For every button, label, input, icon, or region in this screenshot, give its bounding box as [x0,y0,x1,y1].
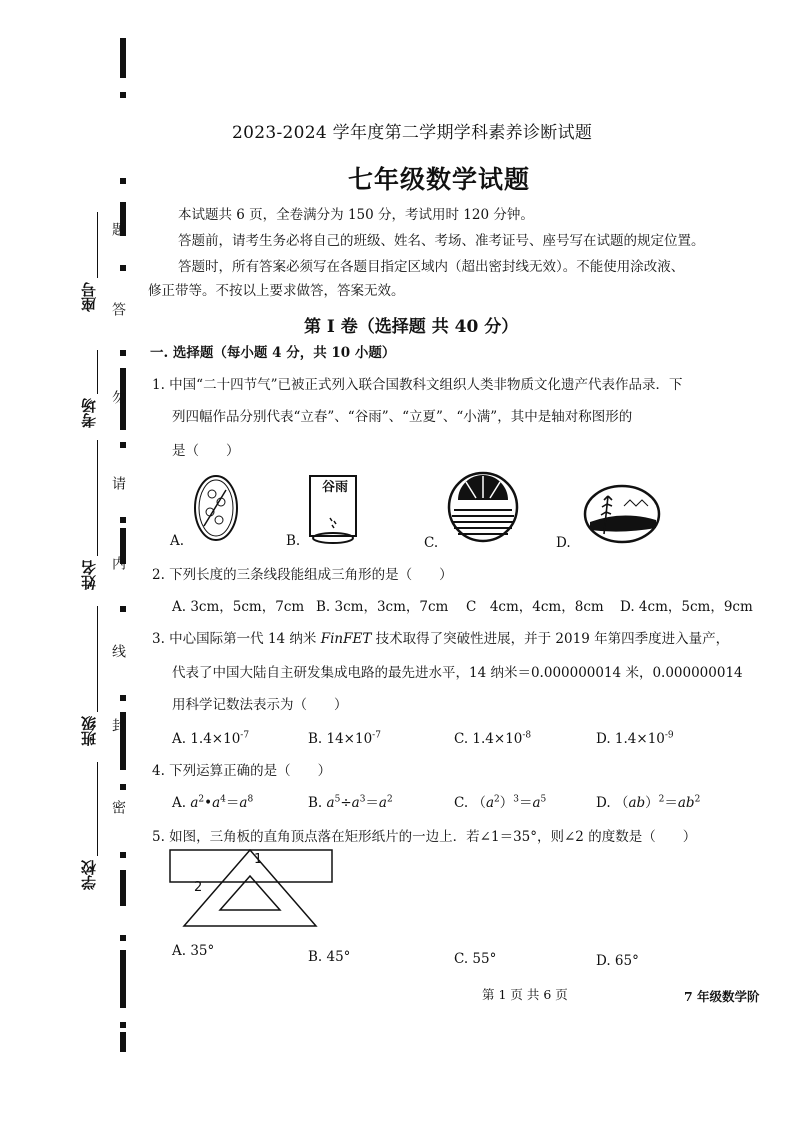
q5-stem: 5. 如图，三角板的直角顶点落在矩形纸片的一边上．若∠1＝35°，则∠2 的度数是（ ） [152,829,697,845]
margin-square [120,265,126,271]
q3-a-exp: -7 [240,730,250,741]
q5-option-c: C. 55° [454,951,497,967]
q3-term: FinFET [320,631,372,647]
q4-option-c: C. $(a^2)^3=a^5$ [454,794,547,811]
q3-stem: 代表了中国大陆自主研发集成电路的最先进水平，14 纳米＝0.000000014 米，0.000000014 [172,665,743,681]
q5-option-d: D. 65° [596,953,639,969]
q2-option-a: A. 3cm，5cm，7cm [172,599,305,615]
margin-bar [120,38,126,78]
footer-course: 7 年级数学阶 [684,989,760,1004]
school-field[interactable] [97,762,98,856]
exam-room-field[interactable] [97,350,98,394]
q3-d-base: D. 1.4×10 [596,731,665,747]
q1-stem: 1. 中国“二十四节气”已被正式列入联合国教科文组织人类非物质文化遗产代表作品录．下 [152,377,683,393]
note-line: 答题前，请考生务必将自己的班级、姓名、考场、准考证号、座号写在试题的规定位置。 [178,233,705,249]
q4-option-b: B. $a^5\div a^3=a^2$ [308,794,393,811]
q4-stem: 4. 下列运算正确的是（ ） [152,763,332,779]
q1-image-a [192,472,242,544]
q3-b-base: B. 14×10 [308,731,373,747]
school-label: 学校 [80,860,98,890]
margin-square [120,178,126,184]
margin-square [120,517,126,523]
q1-option-d: D. [556,535,571,551]
margin-square [120,606,126,612]
q2-option-b: B. 3cm，3cm，7cm [316,599,449,615]
class-field[interactable] [97,606,98,712]
q1-image-d [582,482,662,544]
margin-bar [120,870,126,906]
exam-title: 七年级数学试题 [348,165,531,194]
q1-stem: 是（ ） [172,443,240,459]
note-line: 答题时，所有答案必须写在各题目指定区域内（超出密封线无效）。不能使用涂改液、 [178,259,685,275]
q5-angle-2-label: 2 [194,880,203,895]
q5-option-a: A. 35° [172,943,215,959]
q3-b-exp: -7 [372,730,381,741]
exam-room-label: 考场 [80,398,98,428]
q3-text: 3. 中心国际第一代 14 纳米 [152,631,321,647]
q3-c-base: C. 1.4×10 [454,731,523,747]
q3-option-c [454,730,531,748]
q3-option-d [596,730,674,748]
margin-square [120,350,126,356]
q3-c-exp: -8 [522,730,532,741]
q3-a-base: A. 1.4×10 [172,731,241,747]
seal-char: 封 [110,718,126,732]
note-line: 修正带等。不按以上要求做答，答案无效。 [148,283,405,299]
exam-subtitle: 2023-2024 学年度第二学期学科素养诊断试题 [232,123,593,143]
seal-char: 勿 [110,390,126,404]
q3-option-b [308,730,381,748]
margin-square [120,92,126,98]
q4-option-a: A. $a^2•a^4=a^8$ [172,794,254,811]
margin-bar [120,950,126,1008]
margin-square [120,695,126,701]
q5-option-b: B. 45° [308,949,351,965]
q5-figure [166,846,340,936]
seal-char: 请 [110,476,126,490]
q3-d-exp: -9 [664,730,674,741]
q2-option-d: D. 4cm，5cm，9cm [620,599,753,615]
seat-number-field[interactable] [97,212,98,278]
q1-option-a: A. [170,533,185,549]
margin-bar [120,1032,126,1052]
q1-option-c: C. [424,535,439,551]
q5-angle-1-label: 1 [254,852,263,867]
margin-square [120,1022,126,1028]
seal-char: 线 [110,644,126,658]
q3-option-a [172,730,249,748]
q3-text: 技术取得了突破性进展，并于 2019 年第四季度进入量产， [371,631,730,647]
q1-image-b-text: 谷雨 [321,480,348,495]
q2-option-c: C 4cm，4cm，8cm [466,599,604,615]
q1-stem: 列四幅作品分别代表“立春”、“谷雨”、“立夏”、“小满”，其中是轴对称图形的 [172,409,633,425]
name-label: 姓名 [80,560,98,590]
q1-option-b: B. [286,533,301,549]
note-line: 本试题共 6 页，全卷满分为 150 分，考试用时 120 分钟。 [178,207,534,223]
q4-option-d: D. $(ab)^2=ab^2$ [596,794,701,811]
seat-number-label: 座号 [80,282,98,312]
q3-stem [152,630,729,648]
class-label: 班级 [80,716,98,746]
q2-stem: 2. 下列长度的三条线段能组成三角形的是（ ） [152,567,453,583]
seal-char: 答 [110,302,126,316]
margin-square [120,852,126,858]
page-number: 第 1 页 共 6 页 [482,987,568,1002]
seal-char: 题 [110,222,126,236]
q1-image-c [446,470,520,544]
name-field[interactable] [97,440,98,556]
margin-square [120,784,126,790]
margin-square [120,442,126,448]
q3-stem: 用科学记数法表示为（ ） [172,697,348,713]
margin-square [120,935,126,941]
seal-char: 密 [110,800,126,814]
section-heading: 一. 选择题（每小题 4 分，共 10 小题） [150,345,396,361]
seal-char: 内 [110,556,126,570]
part-title: 第 I 卷（选择题 共 40 分） [304,317,519,337]
